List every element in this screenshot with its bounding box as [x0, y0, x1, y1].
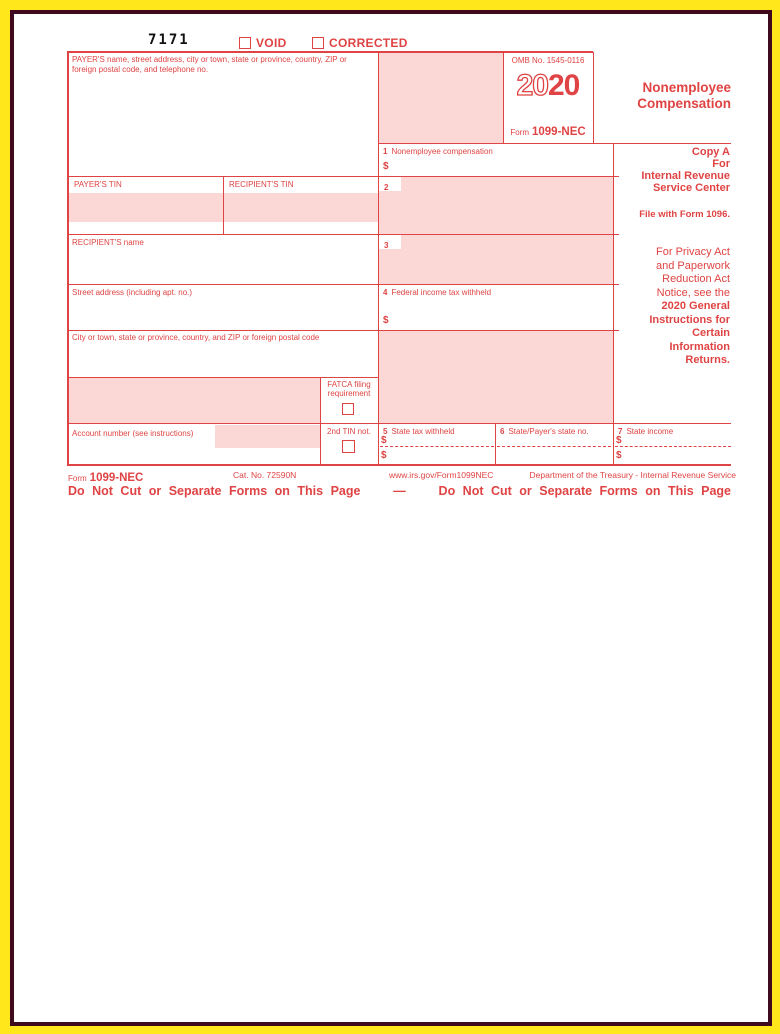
copy-a-line: Service Center — [652, 182, 730, 194]
box-6-number: 6 — [500, 427, 505, 436]
privacy-line-bold: Certain — [692, 327, 730, 339]
form-print-code: 7171 — [148, 32, 190, 48]
box-2-number: 2 — [384, 183, 389, 192]
payer-tin-label: PAYER'S TIN — [74, 180, 122, 189]
city-entry-area[interactable] — [68, 344, 378, 376]
box-6-label: 6 State/Payer's state no. — [500, 427, 589, 436]
box-7-number: 7 — [618, 427, 623, 436]
form-word: Form — [510, 128, 529, 137]
copy-a-block — [613, 146, 730, 194]
irs-url: www.irs.gov/Form1099NEC — [389, 470, 494, 480]
do-not-cut-dash: — — [393, 484, 406, 498]
fatca-label: FATCA filing requirement — [327, 380, 371, 398]
city-label: City or town, state or province, country, and ZIP or foreign postal code — [72, 333, 320, 342]
privacy-notice — [605, 246, 730, 368]
tax-year-outline: 20 — [516, 69, 548, 102]
payer-info-label: PAYER'S name, street address, city or town, state or province, country, ZIP or foreign postal code, and telephone no. — [72, 55, 347, 74]
box-1-dollar-sign: $ — [383, 161, 389, 172]
privacy-line: For Privacy Act — [656, 246, 730, 258]
tax-year — [503, 71, 593, 101]
privacy-line-bold: Information — [669, 340, 730, 353]
form-line — [68, 176, 619, 177]
void-checkbox[interactable] — [239, 37, 251, 49]
shaded-reserved-top-box — [378, 52, 503, 143]
box-1-amount-field[interactable] — [395, 158, 610, 174]
box-3-chip — [379, 235, 401, 249]
box-7-dollar-sign: $ — [616, 435, 622, 446]
form-line — [68, 377, 378, 378]
omb-year-box — [503, 52, 593, 143]
recipient-name-label: RECIPIENT'S name — [72, 238, 144, 247]
box-5-dollar-sign-2: $ — [381, 450, 387, 461]
recipient-name-entry-area[interactable] — [68, 248, 378, 284]
form-line — [378, 52, 379, 465]
form-line — [495, 423, 496, 465]
fatca-checkbox[interactable] — [342, 403, 354, 415]
second-tin-label: 2nd TIN not. — [327, 427, 371, 436]
form-number-line — [503, 122, 593, 140]
shaded-row-left — [68, 377, 320, 423]
privacy-line-bold: 2020 General — [661, 300, 730, 312]
form-number: 1099-NEC — [531, 126, 586, 138]
catalog-number: Cat. No. 72590N — [233, 470, 297, 480]
box-3-number: 3 — [384, 241, 389, 250]
privacy-line: Notice, see the — [656, 286, 730, 299]
tax-year-solid: 20 — [548, 69, 580, 102]
form-title-line1: Nonemployee — [642, 80, 731, 95]
box-7-amount-field[interactable] — [628, 432, 728, 462]
payer-info-entry-area[interactable] — [68, 66, 378, 176]
footer-form-word: Form — [68, 474, 87, 483]
box-5-label: 5 State tax withheld — [383, 427, 455, 436]
void-label: VOID — [256, 36, 287, 50]
form-line — [68, 423, 731, 424]
treasury-department-line: Department of the Treasury - Internal Revenue Service — [529, 470, 736, 480]
do-not-cut-left: Do Not Cut or Separate Forms on This Page — [68, 484, 361, 498]
box-5-dollar-sign: $ — [381, 435, 387, 446]
box-1-number: 1 — [383, 147, 388, 156]
shaded-box-2 — [378, 176, 613, 234]
form-title — [590, 80, 731, 112]
do-not-cut-line — [68, 484, 731, 498]
box-2-chip — [379, 177, 401, 191]
copy-a-line: Copy A — [691, 146, 730, 158]
box-4-number: 4 — [383, 288, 388, 297]
account-number-entry-area[interactable] — [68, 440, 320, 464]
account-number-label: Account number (see instructions) — [72, 429, 194, 438]
second-tin-checkbox[interactable] — [342, 440, 355, 453]
form-line — [68, 284, 619, 285]
box-6-entry-field[interactable] — [497, 432, 611, 462]
omb-number: OMB No. 1545-0116 — [511, 56, 585, 65]
file-with-note: File with Form 1096. — [639, 209, 730, 220]
form-line — [378, 143, 731, 144]
form-bottom-border — [68, 464, 731, 466]
do-not-cut-right: Do Not Cut or Separate Forms on This Page — [438, 484, 731, 498]
box-1-label: 1 Nonemployee compensation — [383, 147, 493, 156]
box-5-number: 5 — [383, 427, 388, 436]
corrected-label: CORRECTED — [329, 36, 408, 50]
box-7-dollar-sign-2: $ — [616, 450, 622, 461]
box-4-amount-field[interactable] — [395, 312, 610, 328]
privacy-line: Reduction Act — [662, 273, 730, 285]
street-address-label: Street address (including apt. no.) — [72, 288, 193, 297]
box-4-dollar-sign: $ — [383, 315, 389, 326]
privacy-line-bold: Instructions for — [649, 313, 730, 326]
shaded-reserved-block — [378, 330, 613, 423]
footer-form-num: 1099-NEC — [89, 472, 144, 484]
street-address-entry-area[interactable] — [68, 298, 378, 330]
form-line — [68, 234, 619, 235]
privacy-line-bold: Returns. — [685, 354, 730, 366]
privacy-line: and Paperwork — [656, 259, 730, 272]
copy-a-line: For — [712, 158, 730, 170]
form-line — [223, 176, 224, 234]
box-7-label: 7 State income — [618, 427, 674, 436]
form-title-line2: Compensation — [637, 96, 731, 111]
recipient-tin-label: RECIPIENT'S TIN — [229, 180, 294, 189]
form-line — [68, 330, 619, 331]
box-4-label: 4 Federal income tax withheld — [383, 288, 492, 297]
corrected-checkbox[interactable] — [312, 37, 324, 49]
box-5-amount-field[interactable] — [392, 432, 492, 462]
copy-a-line: Internal Revenue — [641, 170, 730, 182]
shaded-box-3 — [378, 234, 613, 284]
